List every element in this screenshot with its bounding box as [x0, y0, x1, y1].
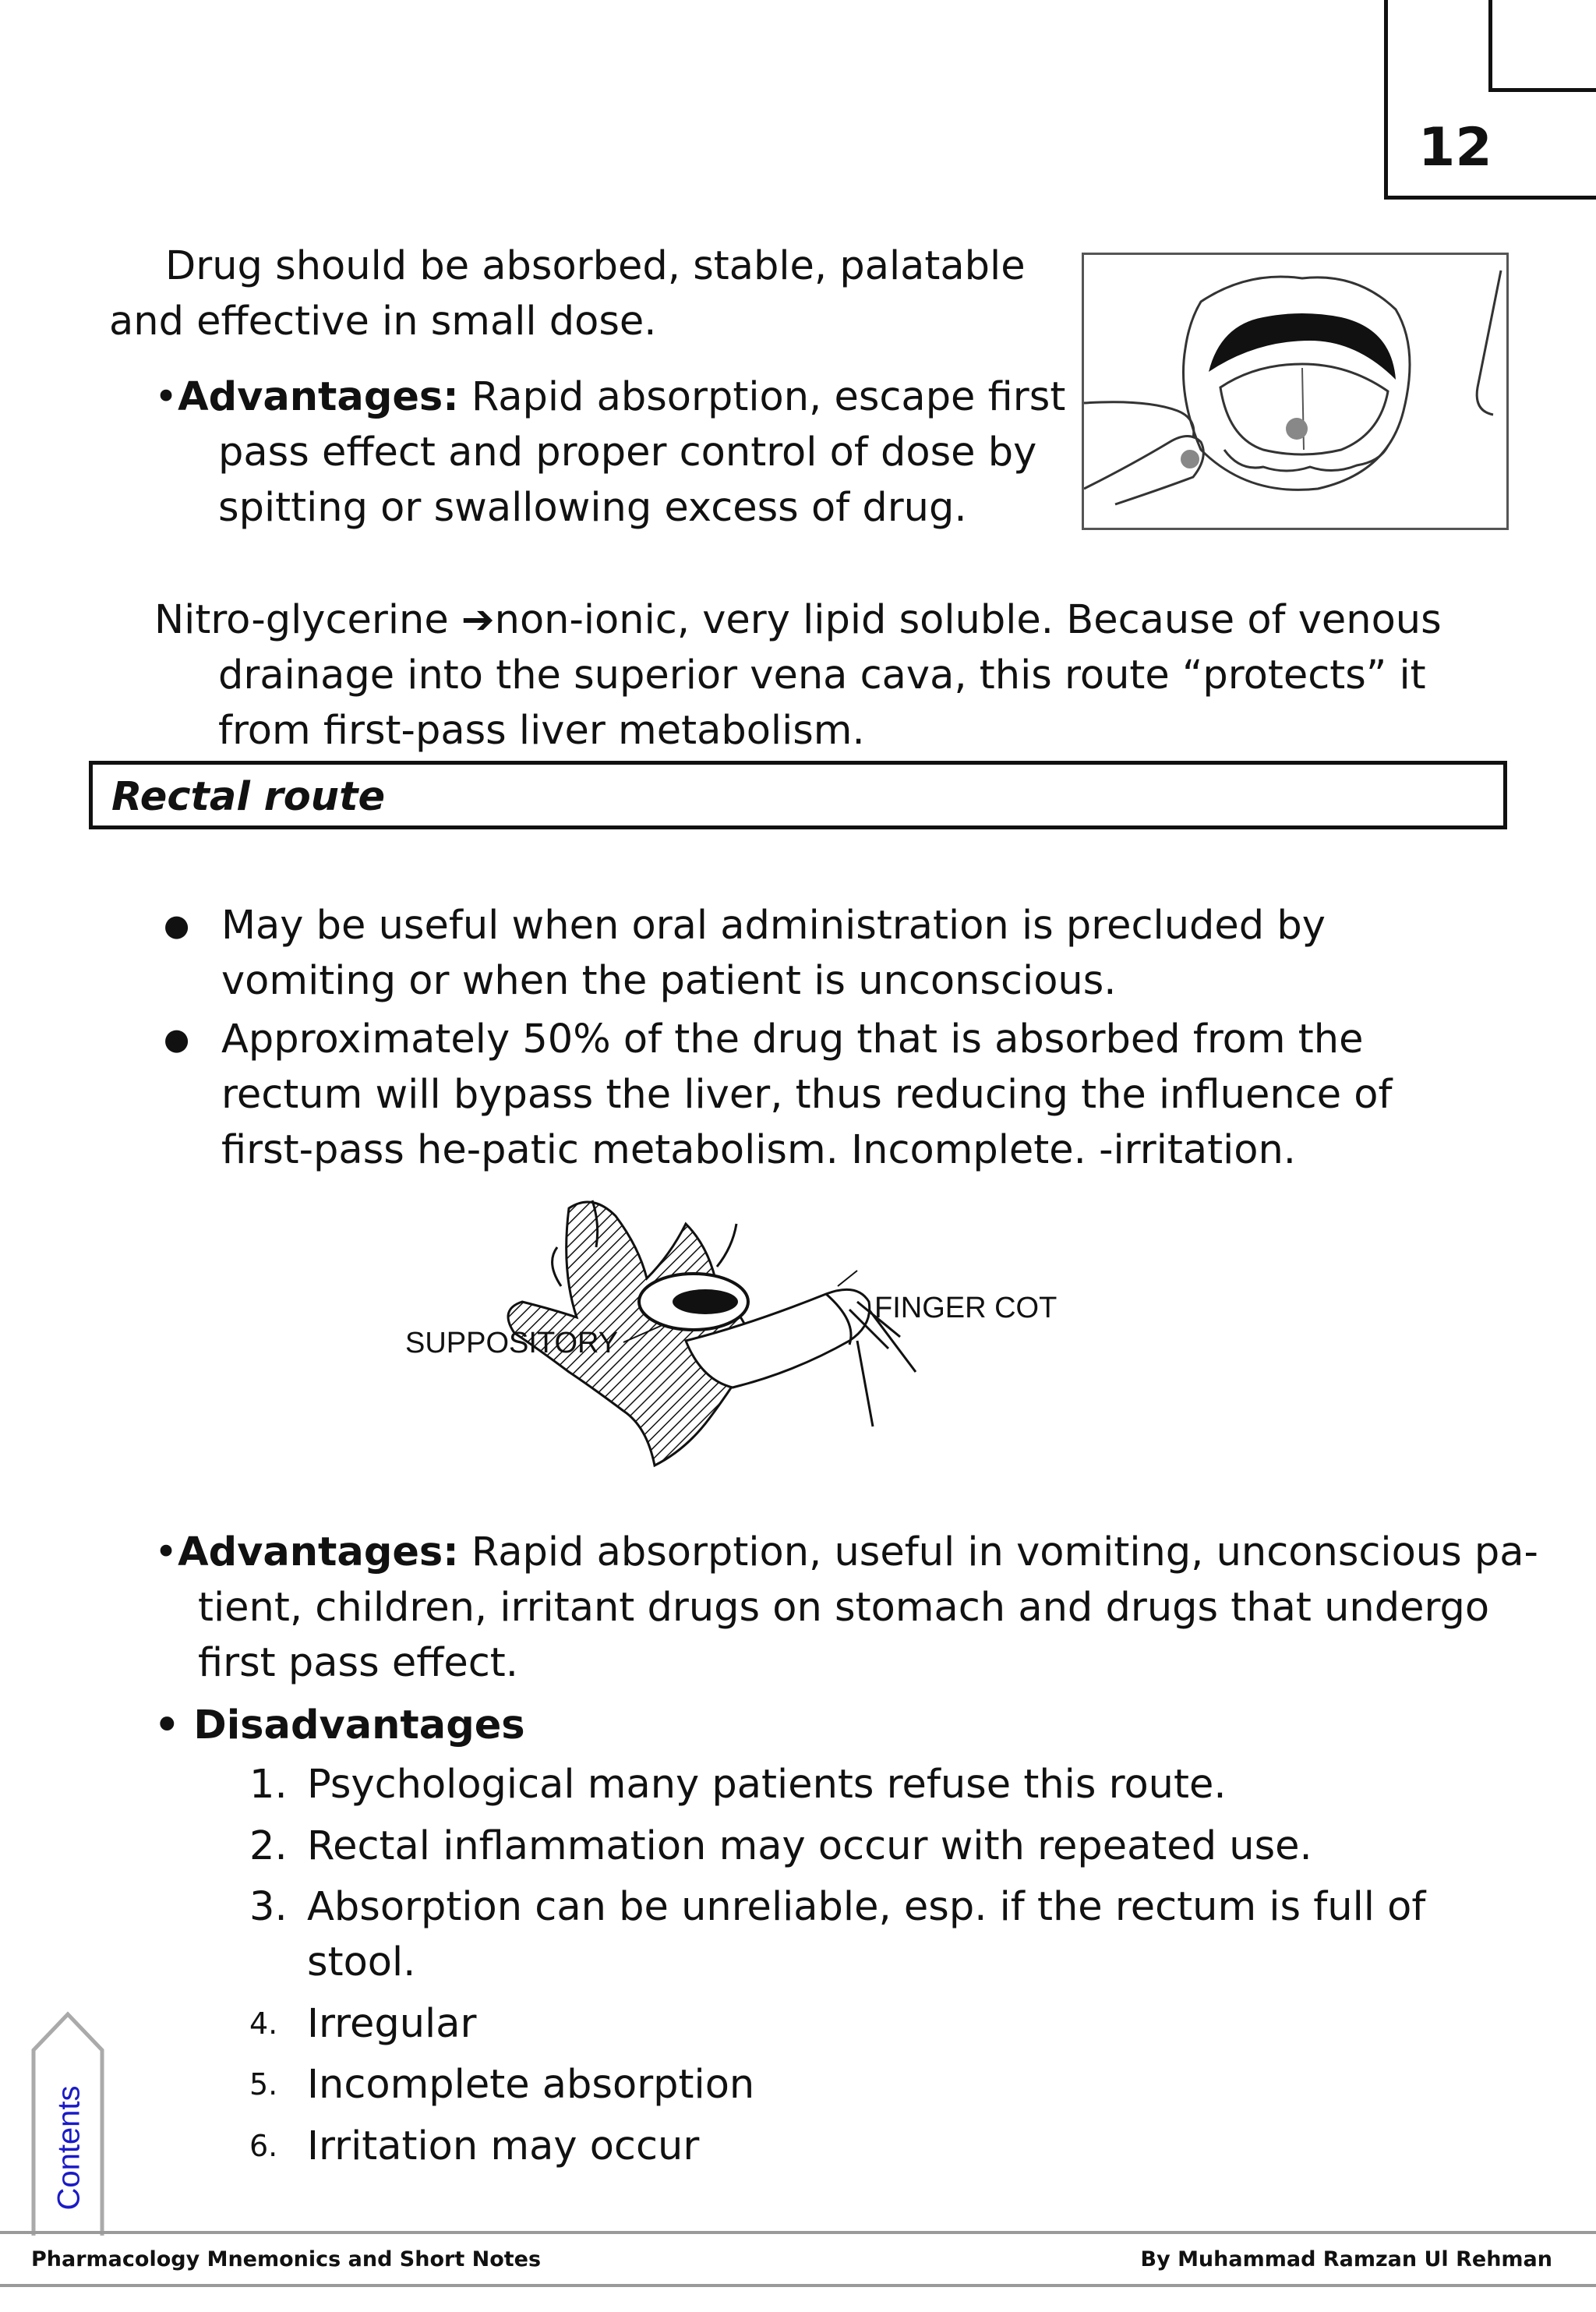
item-number: 4.: [249, 2006, 278, 2041]
item-text: Incomplete absorption: [307, 2062, 755, 2108]
list-item: ● May be useful when oral administration is precluded by vomiting or when the patient is unconscious.: [164, 898, 1496, 1009]
page-number: 12: [1418, 117, 1492, 179]
nitroglycerine-paragraph: [154, 592, 1527, 758]
disadvantages-title: Disadvantages: [193, 1702, 525, 1748]
contents-label: Contents: [51, 2084, 87, 2211]
right-arrow-icon: ➔: [461, 597, 495, 643]
sublingual-illustration: [1082, 253, 1509, 530]
footer-rule-bottom: [0, 2284, 1596, 2287]
item-text: Rectal inflammation may occur with repeated use.: [307, 1822, 1312, 1869]
intro-text: Drug should be absorbed, stable, palatable and effective in small dose.: [109, 243, 1026, 345]
rectal-advantages: •Advantages: Rapid absorption, useful in vomiting, unconscious pa-tient, children, irritant drugs on stomach and drugs that undergo first pass effect.: [154, 1529, 1538, 1686]
contents-link[interactable]: [34, 2081, 104, 2214]
footer-author: By Muhammad Ramzan Ul Rehman: [1140, 2247, 1552, 2271]
item-text: Irregular: [307, 2000, 477, 2047]
disadvantages-list: [249, 1757, 1496, 2179]
item-number: 6.: [249, 2128, 278, 2163]
item-text: Absorption can be unreliable, esp. if the rectum is full of stool.: [307, 1884, 1426, 1985]
item-number: 5.: [249, 2067, 278, 2102]
list-item: [249, 2057, 1496, 2112]
advantages-text: Rapid absorption, useful in vomiting, unconscious pa-tient, children, irritant drugs on stomach and drugs that undergo first pass effect.: [198, 1529, 1538, 1686]
nitroglycerine-name: Nitro-glycerine: [154, 597, 461, 643]
item-text: Irritation may occur: [307, 2123, 700, 2169]
list-item: [249, 1996, 1496, 2052]
page-number-frame-inner: [1488, 0, 1596, 92]
sublingual-advantages: •Advantages: Rapid absorption, escape first pass effect and proper control of dose by spitting or swallowing excess of drug.: [154, 374, 1066, 531]
footer-book-title: Pharmacology Mnemonics and Short Notes: [31, 2247, 542, 2271]
mouth-drawing: [1084, 255, 1506, 528]
rectal-bullet-list: [164, 898, 1496, 1181]
footer-rule-top: [0, 2231, 1596, 2234]
advantages-label: Advantages:: [178, 374, 459, 420]
figure-label-finger-cot: FINGER COT: [874, 1292, 1058, 1324]
nitroglycerine-text: non-ionic, very lipid soluble. Because of venous drainage into the superior vena cava, this route “protects” it from first-pass liver metabolism.: [218, 597, 1442, 754]
item-text: Psychological many patients refuse this route.: [307, 1762, 1227, 1808]
list-item: [249, 1819, 1496, 1874]
list-item: [249, 1757, 1496, 1812]
list-item: [249, 2119, 1496, 2174]
item-number: 3.: [249, 1884, 288, 1930]
item-number: 2.: [249, 1822, 288, 1869]
advantages-label: Advantages:: [178, 1529, 459, 1575]
suppository-illustration: [390, 1193, 1091, 1473]
list-item: [249, 1879, 1496, 1990]
item-number: 1.: [249, 1762, 288, 1808]
section-title: Rectal route: [111, 774, 386, 820]
section-header-rectal-route: [89, 761, 1507, 829]
intro-paragraph: [109, 239, 1068, 349]
disadvantages-heading: • Disadvantages: [154, 1702, 525, 1748]
advantages-text: Rapid absorption, escape first pass effect and proper control of dose by spitting or swallowing excess of drug.: [218, 374, 1066, 531]
suppository-drawing: [390, 1193, 1091, 1473]
figure-label-suppository: SUPPOSITORY: [405, 1327, 619, 1359]
list-item: ● Approximately 50% of the drug that is absorbed from the rectum will bypass the liver, thus reducing the influence of first-pass he-patic metabolism. Incomplete. -irritation.: [164, 1012, 1496, 1178]
